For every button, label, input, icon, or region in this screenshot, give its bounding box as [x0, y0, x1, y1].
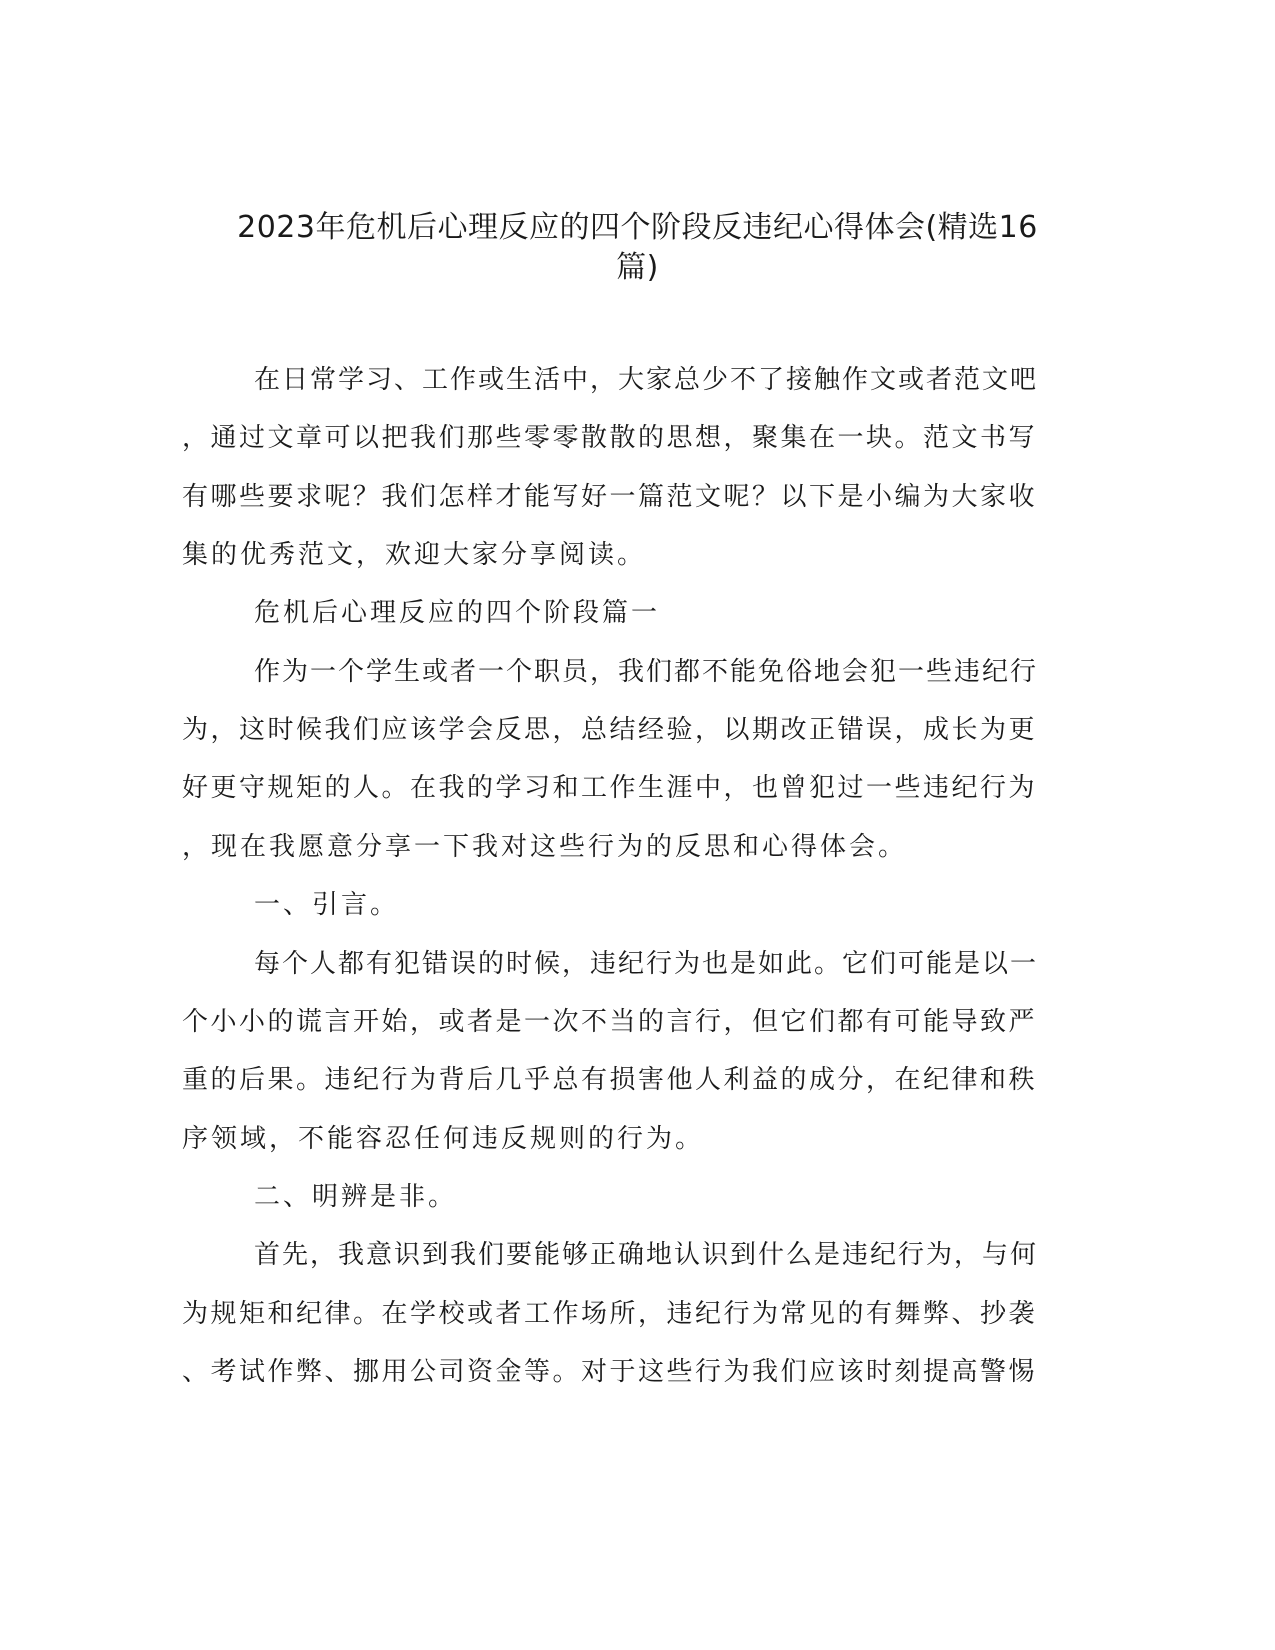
- section-heading: 危机后心理反应的四个阶段篇一: [254, 598, 661, 628]
- section-heading: 二、明辨是非。: [254, 1182, 458, 1212]
- text-line: 好更守规矩的人。在我的学习和工作生涯中，也曾犯过一些违纪行为: [182, 773, 1038, 803]
- text-line: 有哪些要求呢？我们怎样才能写好一篇范文呢？以下是小编为大家收: [182, 482, 1038, 512]
- text-line: ，通过文章可以把我们那些零零散散的思想，聚集在一块。范文书写: [182, 423, 1038, 453]
- section-heading: 一、引言。: [254, 890, 400, 920]
- text-line: 为规矩和纪律。在学校或者工作场所，违纪行为常见的有舞弊、抄袭: [182, 1299, 1038, 1329]
- text-line: 首先，我意识到我们要能够正确地认识到什么是违纪行为，与何: [254, 1240, 1039, 1270]
- text-line: 集的优秀范文，欢迎大家分享阅读。: [182, 540, 647, 570]
- text-line: 作为一个学生或者一个职员，我们都不能免俗地会犯一些违纪行: [254, 657, 1039, 687]
- document-title: [150, 208, 1125, 288]
- text-line: 每个人都有犯错误的时候，违纪行为也是如此。它们可能是以一: [254, 949, 1039, 979]
- text-line: 、考试作弊、挪用公司资金等。对于这些行为我们应该时刻提高警惕: [182, 1357, 1038, 1387]
- text-line: 个小小的谎言开始，或者是一次不当的言行，但它们都有可能导致严: [182, 1007, 1038, 1037]
- text-line: 为，这时候我们应该学会反思，总结经验，以期改正错误，成长为更: [182, 715, 1038, 745]
- title-line-1: 2023年危机后心理反应的四个阶段反违纪心得体会(精选16: [237, 210, 1038, 245]
- text-line: 重的后果。违纪行为背后几乎总有损害他人利益的成分，在纪律和秩: [182, 1065, 1038, 1095]
- text-line: 序领域，不能容忍任何违反规则的行为。: [182, 1124, 705, 1154]
- text-line: ，现在我愿意分享一下我对这些行为的反思和心得体会。: [182, 832, 908, 862]
- text-line: 在日常学习、工作或生活中，大家总少不了接触作文或者范文吧: [254, 365, 1039, 395]
- title-line-2: 篇): [616, 250, 659, 285]
